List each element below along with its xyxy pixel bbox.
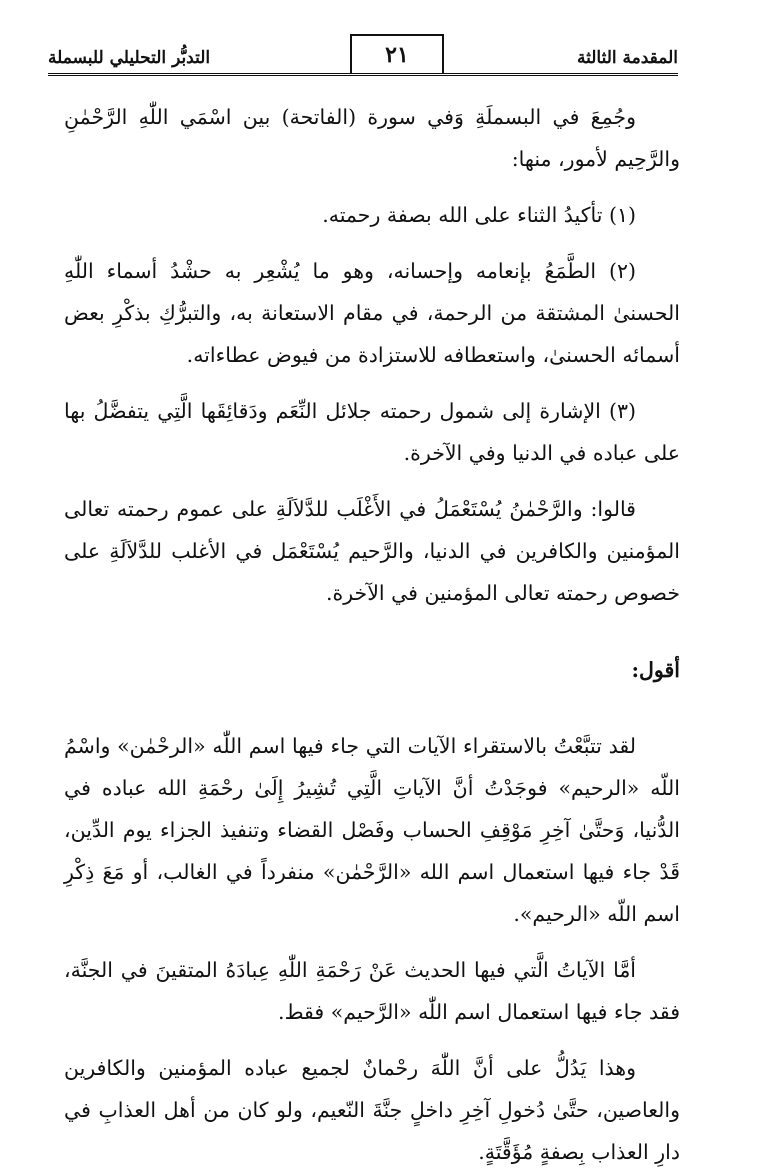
header-rule [48,73,678,76]
paragraph-point-3: (٣) الإشارة إلى شمول رحمته جلائل النِّعَم ودَقائِقَها الَّتِي يتفضَّلُ بها على عباده في الدنيا وفي الآخرة. [64,399,680,465]
paragraph-conclusion: وهذا يَدُلُّ على أنَّ اللّٰهَ رحْمانٌ لجميع عباده المؤمنين والكافرين والعاصين، حتَّىٰ دُخولِ آخِرِ داخلٍ جنَّةَ النّعيم، ولو كان من أهل العذابِ في دارِ العذاب بِصفةٍ مُؤَقَّتَةٍ. [64,1056,680,1164]
paragraph-qalu: قالوا: والرَّحْمٰنُ يُسْتَعْمَلُ في الأَغْلَب للدَّلاَلَةِ على عموم رحمته تعالى المؤمنين والكافرين في الدنيا، والرَّحيم يُسْتَعْمَل في الأغلب للدَّلاَلَةِ على خصوص رحمته تعالى المؤمنين في الآخرة. [64,497,680,605]
paragraph-point-1: (١) تأكيدُ الثناء على الله بصفة رحمته. [322,203,636,227]
paragraph-investigation: لقد تتبَّعْتُ بالاستقراء الآيات التي جاء فيها اسم اللّٰه «الرحْمٰن» واسْمُ اللّه «الرحيم» فوجَدْتُ أنَّ الآياتِ الَّتِي تُشِيرُ إِلَىٰ رحْمَةِ الله عباده في الدُّنيا، وَحتَّىٰ آخِرِ مَوْقِفِ الحساب وفَصْل القضاء وتنفيذ الجزاء يوم الدِّين، قَدْ جاء فيها استعمال اسم الله «الرَّحْمٰن» منفرداً في الغالب، أو مَعَ ذِكْرِ اسم اللّه «الرحيم». [64,734,680,926]
page-header [48,34,678,76]
book-title: التدبُّر التحليلي للبسملة [48,48,211,68]
paragraph-paradise: أمَّا الآياتُ الَّتي فيها الحديث عَنْ رَحْمَةِ اللّٰهِ عِبادَهُ المتقينَ في الجنَّة، فقد جاء فيها استعمال اسم اللّٰه «الرَّحيم» فقط. [64,958,680,1024]
section-title: المقدمة الثالثة [576,48,678,68]
paragraph-point-2: (٢) الطَّمَعُ بإنعامه وإحسانه، وهو ما يُشْعِر به حشْدُ أسماء اللّٰهِ الحسنىٰ المشتقة من الرحمة، في مقام الاستعانة به، والتبرُّكِ بذكْرِ بعض أسمائه الحسنىٰ، واستعطافه للاستزادة من فيوض عطاءاته. [64,259,680,367]
page-body [64,96,680,1173]
heading-aqulu: أقول: [631,657,680,682]
page-number-box [350,34,444,74]
page-number: ٢١ [385,42,409,68]
paragraph-intro: وجُمِعَ في البسملَةِ وَفي سورة (الفاتحة) بين اسْمَي اللّٰهِ الرَّحْمٰنِ والرَّحِيم لأمور، منها: [64,105,680,171]
